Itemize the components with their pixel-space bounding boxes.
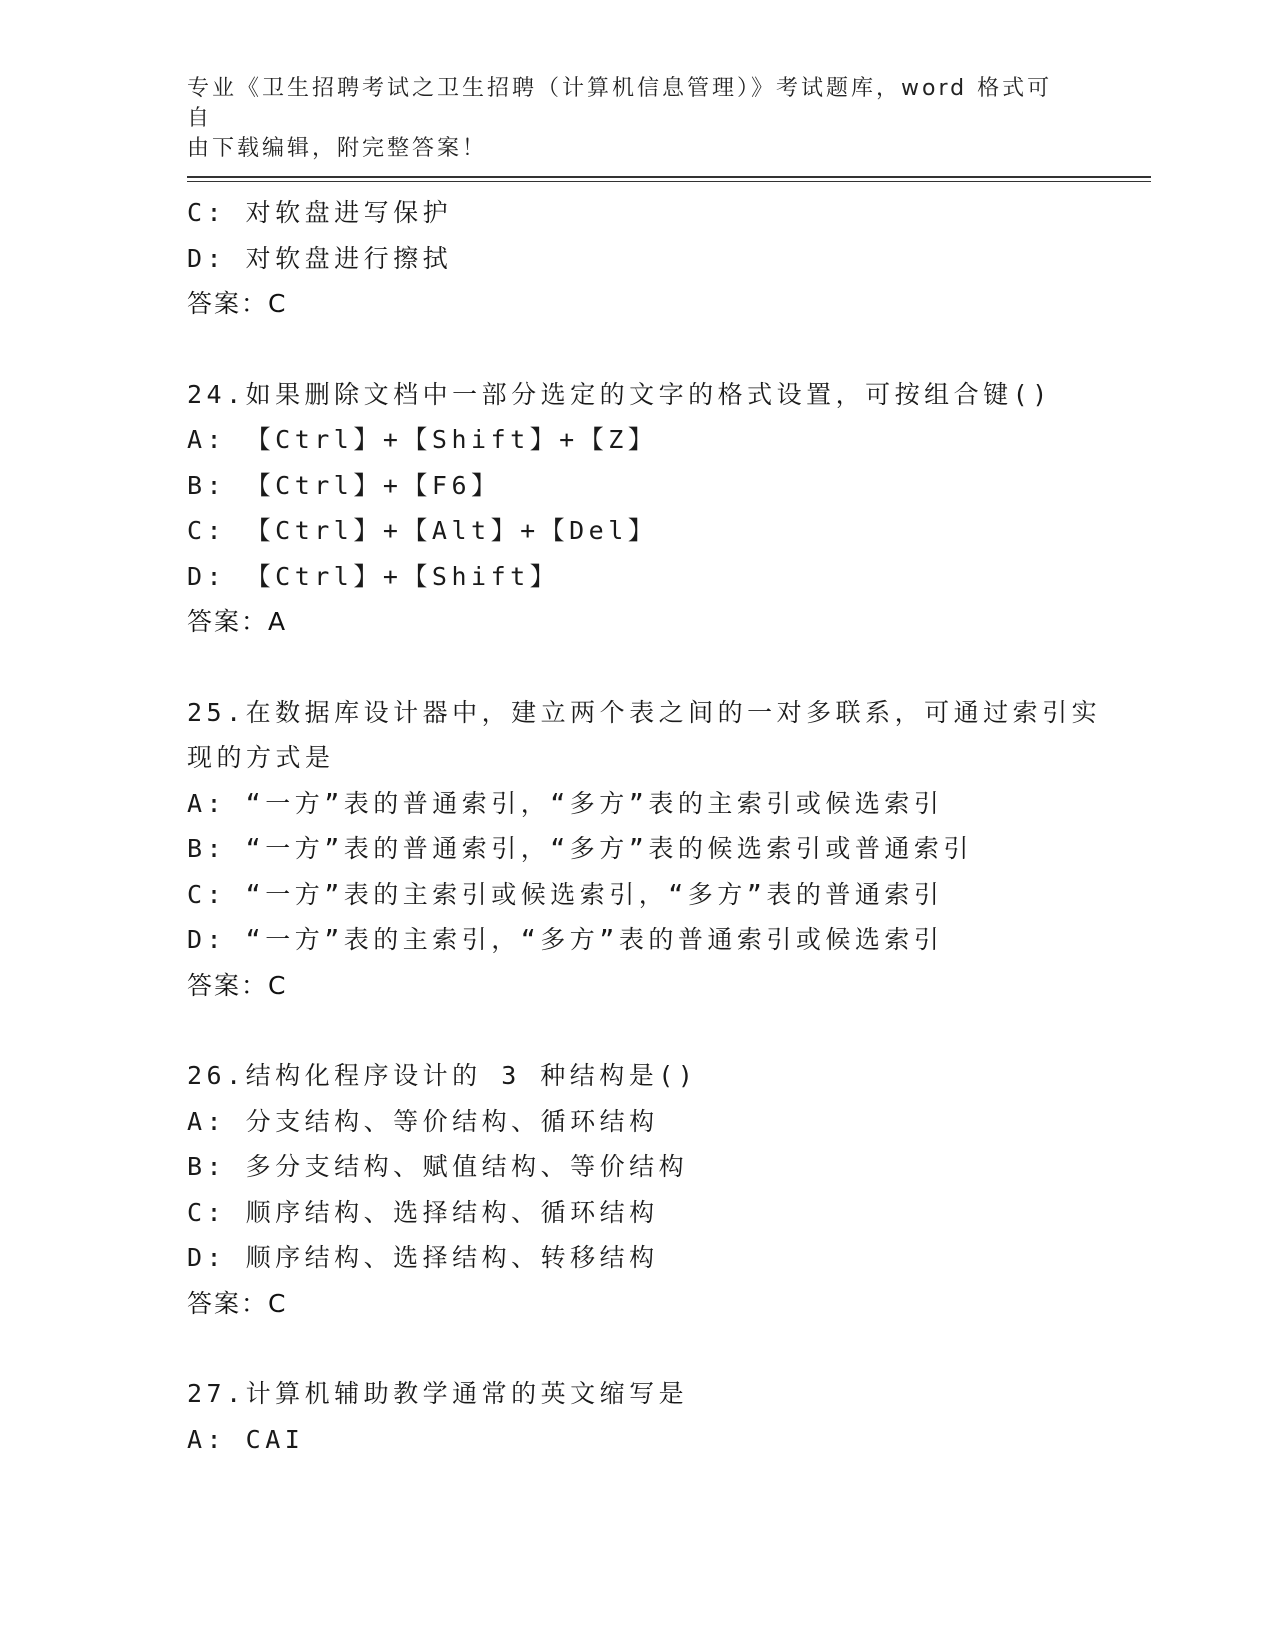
option-d: D: 【Ctrl】+【Shift】 [187, 561, 560, 591]
option-d: D: 对软盘进行擦拭 [187, 243, 453, 273]
header-line-1: 专业《卫生招聘考试之卫生招聘（计算机信息管理）》考试题库，word 格式可自 [187, 76, 1053, 131]
answer-label: 答案：A [187, 607, 288, 636]
question-block-25 [187, 690, 1151, 1009]
question-list [187, 190, 1151, 1462]
question-block-26 [187, 1053, 1151, 1326]
question-block-27 [187, 1371, 1151, 1462]
question-block-23 [187, 190, 1151, 327]
option-b: B: “一方”表的普通索引，“多方”表的候选索引或普通索引 [187, 834, 973, 863]
option-c: C: 顺序结构、选择结构、循环结构 [187, 1197, 659, 1227]
option-c: C: 对软盘进写保护 [187, 198, 453, 227]
option-d: D: 顺序结构、选择结构、转移结构 [187, 1243, 659, 1272]
question-stem-line-2: 现的方式是 [187, 743, 335, 772]
question-block-24 [187, 372, 1151, 645]
option-d: D: “一方”表的主索引，“多方”表的普通索引或候选索引 [187, 925, 944, 954]
option-c: C: 【Ctrl】+【Alt】+【Del】 [187, 516, 658, 545]
option-c: C: “一方”表的主索引或候选索引，“多方”表的普通索引 [187, 879, 944, 909]
header-rule-thin [187, 181, 1151, 182]
header-rule-thick [187, 176, 1151, 178]
question-stem: 26.结构化程序设计的 3 种结构是() [187, 1061, 698, 1090]
option-a: A: “一方”表的普通索引，“多方”表的主索引或候选索引 [187, 788, 944, 818]
option-b: B: 多分支结构、赋值结构、等价结构 [187, 1152, 689, 1181]
option-a: A: 分支结构、等价结构、循环结构 [187, 1106, 659, 1136]
option-b: B: 【Ctrl】+【F6】 [187, 470, 501, 500]
option-a: A: 【Ctrl】+【Shift】+【Z】 [187, 425, 658, 454]
header-line-2: 由下载编辑，附完整答案！ [187, 136, 488, 161]
document-header [187, 74, 1067, 164]
answer-label: 答案：C [187, 289, 288, 318]
option-a: A: CAI [187, 1424, 305, 1454]
question-stem: 24.如果删除文档中一部分选定的文字的格式设置，可按组合键() [187, 379, 1052, 409]
answer-label: 答案：C [187, 1288, 288, 1318]
question-stem-line-1: 25.在数据库设计器中，建立两个表之间的一对多联系，可通过索引实 [187, 697, 1102, 727]
question-stem: 27.计算机辅助教学通常的英文缩写是 [187, 1379, 689, 1408]
answer-label: 答案：C [187, 970, 288, 1000]
